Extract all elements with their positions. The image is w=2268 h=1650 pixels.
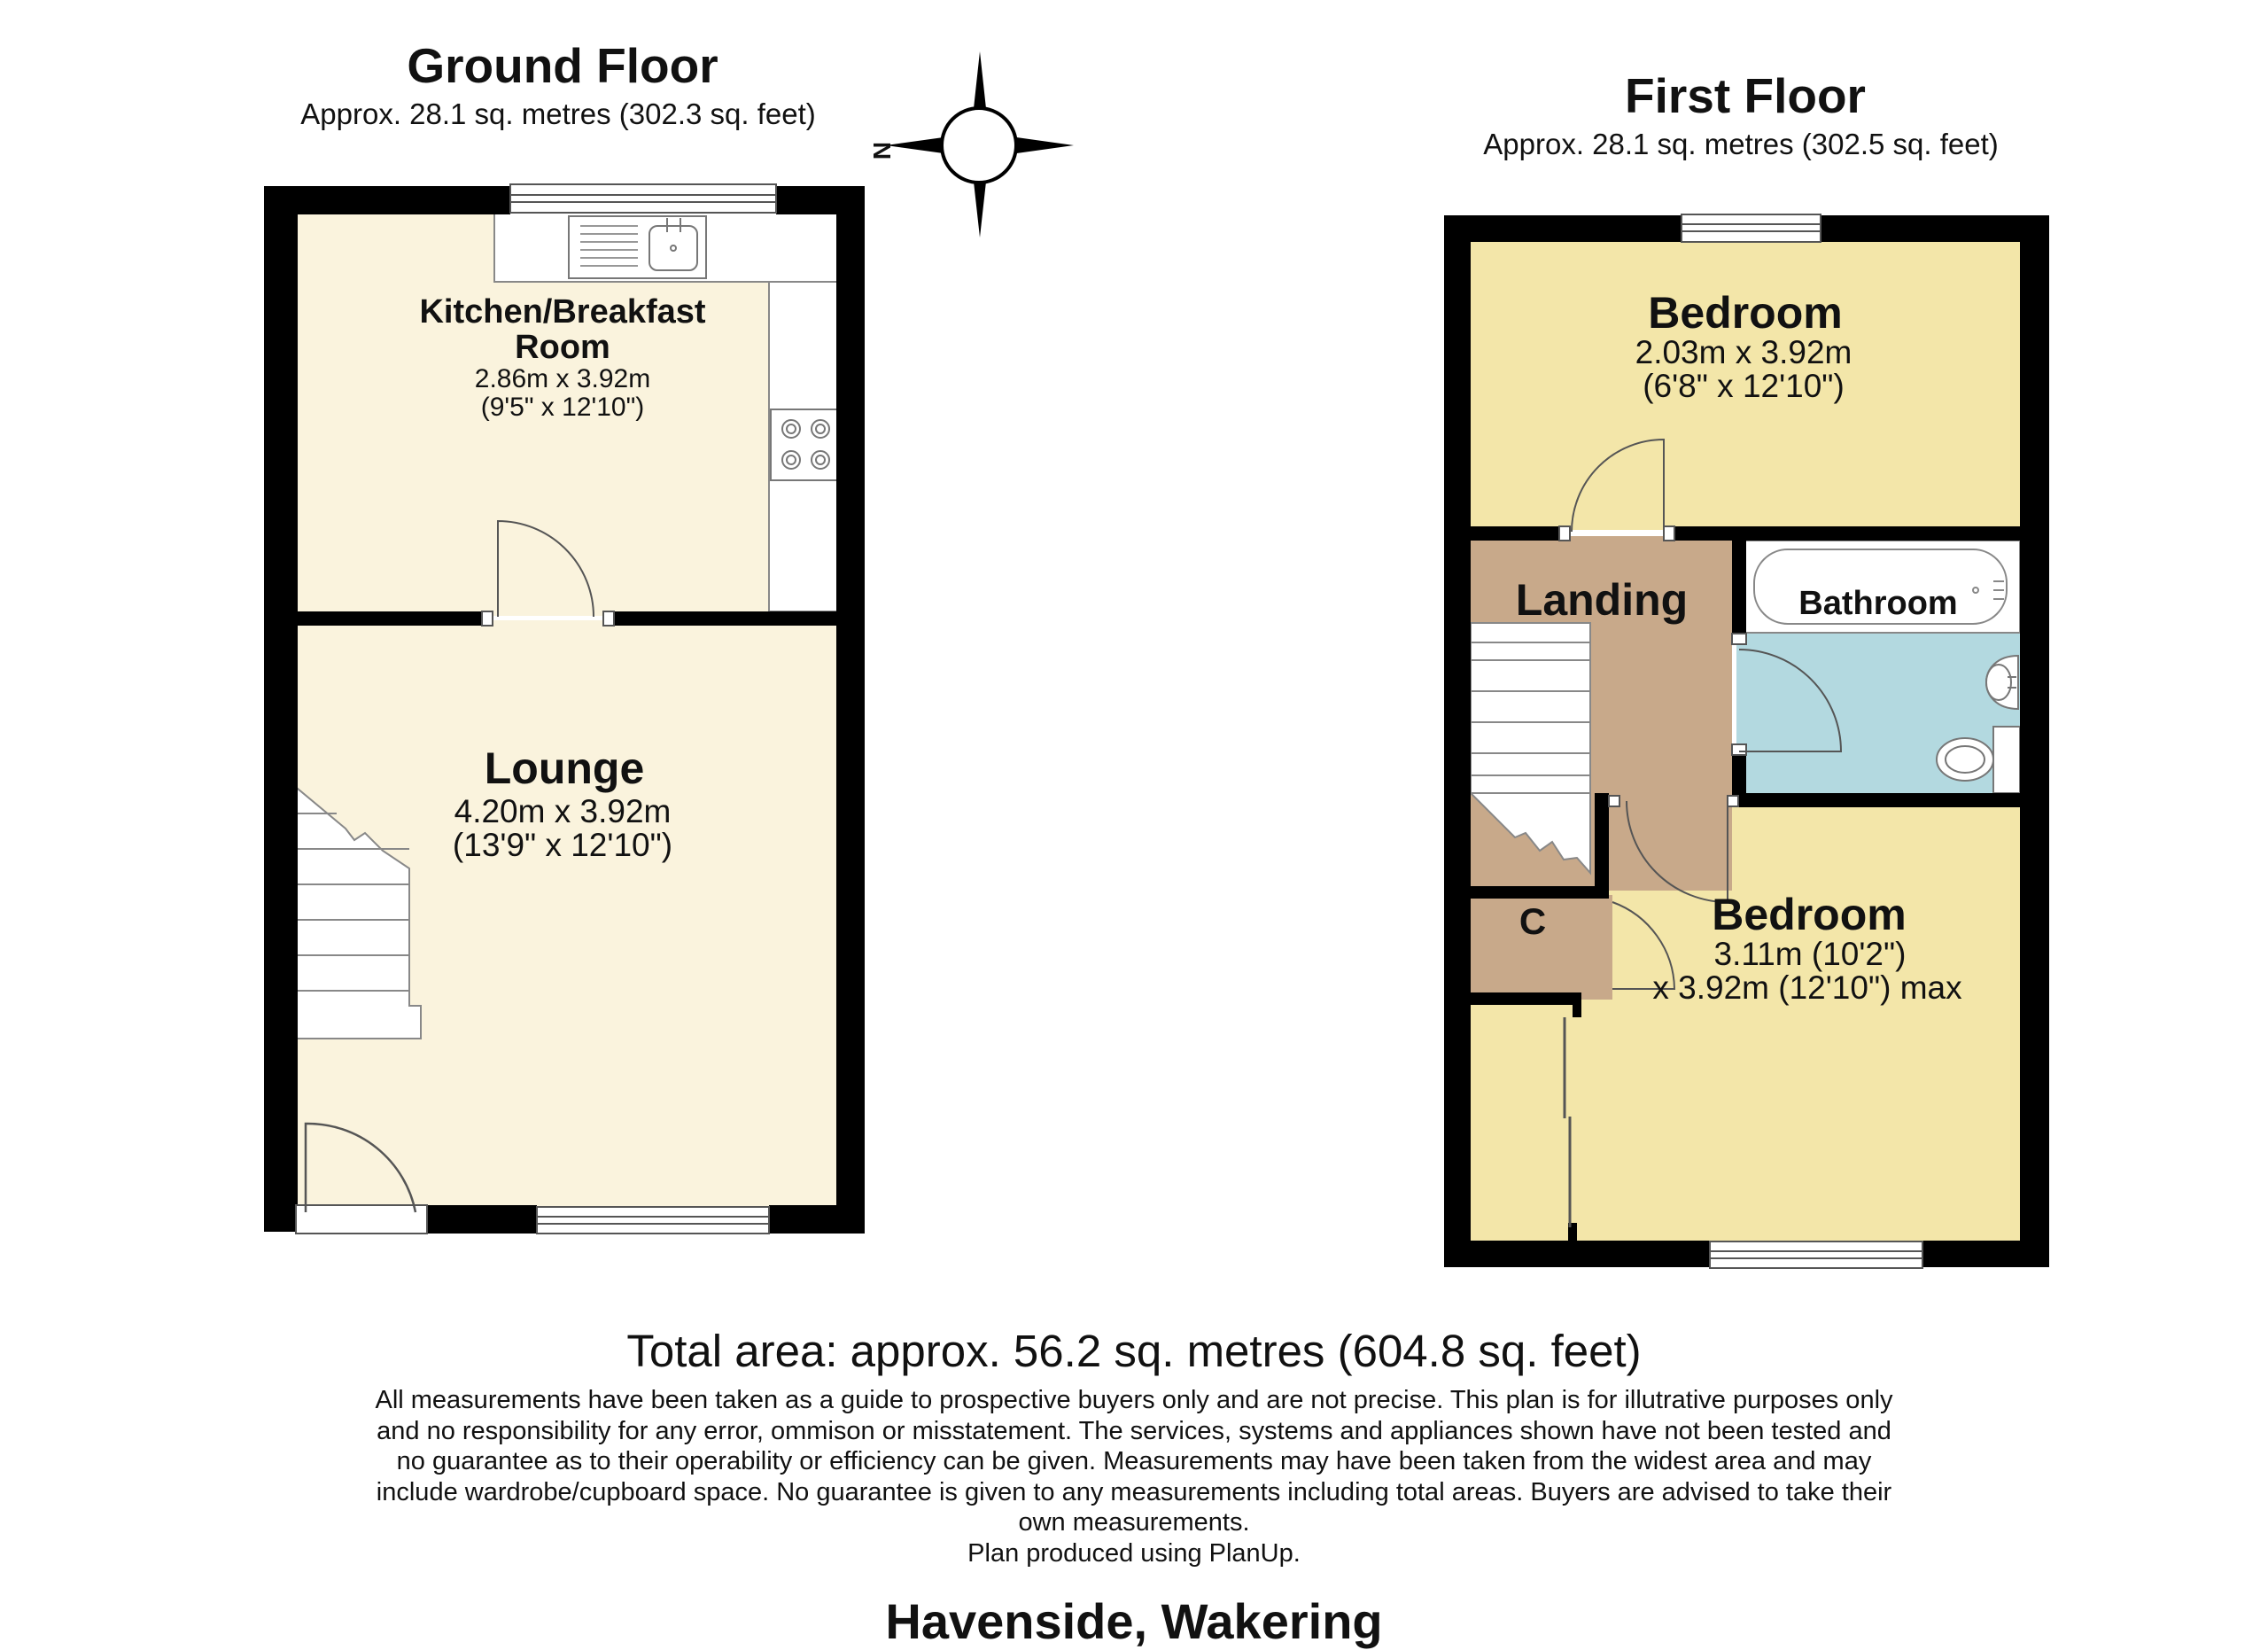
kitchen-label-line2: Room	[515, 329, 610, 366]
lounge-label: Lounge	[484, 743, 645, 793]
bedroom-bottom-size-line2: x 3.92m (12'10") max	[1652, 969, 1962, 1006]
first-floor-title: First Floor	[1625, 68, 1866, 123]
first-floor-plan	[1444, 68, 2049, 1268]
lounge-size-imperial: (13'9" x 12'10")	[452, 827, 673, 863]
total-area: Total area: approx. 56.2 sq. metres (604.8 sq. feet)	[626, 1326, 1642, 1376]
cupboard-label: C	[1518, 900, 1547, 942]
compass-icon	[868, 51, 1074, 237]
ground-floor-title: Ground Floor	[407, 38, 718, 93]
front-door	[296, 1205, 427, 1234]
credit-text: Plan produced using PlanUp.	[967, 1538, 1301, 1568]
bedroom-top-size-metric: 2.03m x 3.92m	[1635, 334, 1852, 370]
disclaimer-text: All measurements have been taken as a guide to prospective buyers only and are not precise. This plan is for illutrative purposes only and no responsibility for any error, ommison or misstatement. The services, systems and appliances shown have not been tested and no guarantee as to their operability or efficiency can be given. Measurements may have been taken from the widest area and may include wardrobe/cupboard space. No guarantee is given to any measurements including total areas. Buyers are advised to take their own measurements.	[375, 1386, 1893, 1537]
compass-north-label: N	[868, 142, 896, 160]
bathroom-label: Bathroom	[1798, 585, 1958, 622]
plan-footer	[337, 1325, 1931, 1650]
kitchen-size-metric: 2.86m x 3.92m	[474, 364, 651, 393]
kitchen-window	[510, 184, 776, 213]
property-name: Havenside, Wakering	[885, 1592, 1383, 1649]
bedroom-bottom-window	[1710, 1241, 1922, 1268]
landing-label: Landing	[1515, 575, 1689, 625]
ground-floor-plan	[264, 38, 865, 1234]
hob-icon	[771, 409, 840, 480]
wardrobe-area	[1471, 1010, 1573, 1241]
first-floor-area: Approx. 28.1 sq. metres (302.5 sq. feet)	[1483, 128, 1999, 160]
bedroom-bottom-size-line1: 3.11m (10'2")	[1713, 936, 1907, 972]
lounge-size-metric: 4.20m x 3.92m	[454, 793, 672, 829]
kitchen-label-line1: Kitchen/Breakfast	[419, 293, 706, 331]
bedroom-top-window	[1682, 214, 1821, 242]
bedroom-top-size-imperial: (6'8" x 12'10")	[1643, 368, 1845, 404]
sink-icon	[569, 216, 706, 278]
lounge-window	[537, 1207, 769, 1234]
bedroom-top-label: Bedroom	[1648, 288, 1843, 338]
bedroom-bottom-label: Bedroom	[1712, 890, 1907, 939]
kitchen-size-imperial: (9'5" x 12'10")	[480, 393, 645, 422]
ground-floor-area: Approx. 28.1 sq. metres (302.3 sq. feet)	[300, 97, 816, 130]
